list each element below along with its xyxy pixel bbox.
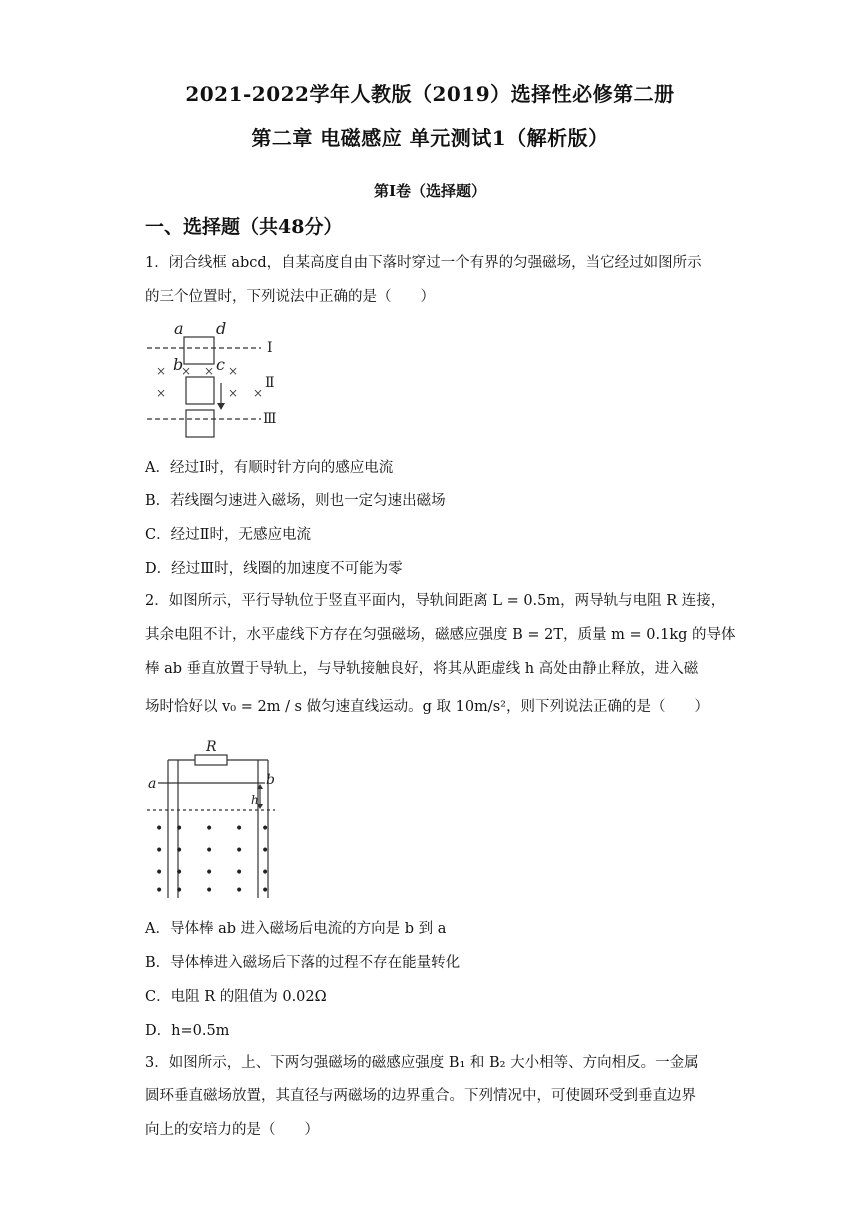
q2-figure-rails	[143, 738, 283, 900]
field-cross: ×	[181, 364, 192, 378]
field-dot: •	[175, 865, 184, 881]
field-dot: •	[155, 843, 164, 859]
field-dot: •	[175, 883, 184, 899]
field-dot: •	[205, 843, 214, 859]
q2-text-line2: 其余电阻不计，水平虚线下方存在匀强磁场，磁感应强度 B = 2T，质量 m = 0.1kg 的导体	[145, 627, 736, 643]
field-cross: ×	[156, 386, 167, 400]
field-dot: •	[235, 883, 244, 899]
q3-text-line1: 3．如图所示，上、下两匀强磁场的磁感应强度 B₁ 和 B₂ 大小相等、方向相反。一金属	[145, 1055, 699, 1071]
page-title-line1: 2021-2022学年人教版（2019）选择性必修第二册	[185, 82, 675, 106]
label-b: b	[266, 772, 275, 788]
q3-text-line3: 向上的安培力的是（ ）	[145, 1122, 319, 1138]
region-label-3: Ⅲ	[263, 411, 277, 427]
field-dot: •	[155, 883, 164, 899]
field-cross: ×	[228, 364, 239, 378]
q1-option-c: C．经过Ⅱ时，无感应电流	[145, 527, 311, 543]
field-dot: •	[205, 883, 214, 899]
field-dot: •	[261, 865, 270, 881]
field-cross: ×	[204, 364, 215, 378]
q1-option-d: D．经过Ⅲ时，线圈的加速度不可能为零	[145, 561, 403, 577]
region-label-1: Ⅰ	[267, 340, 273, 356]
q1-option-b: B．若线圈匀速进入磁场，则也一定匀速出磁场	[145, 493, 446, 509]
q2-option-a: A．导体棒 ab 进入磁场后电流的方向是 b 到 a	[145, 921, 447, 937]
section-heading: 一、选择题（共48分）	[145, 216, 343, 238]
q2-text-line4: 场时恰好以 v₀ = 2m / s 做匀速直线运动。g 取 10m/s²，则下列说法正确的是（ ）	[145, 699, 709, 715]
label-c: c	[216, 355, 225, 374]
field-dot: •	[261, 843, 270, 859]
label-d: d	[216, 319, 227, 338]
field-dot: •	[205, 865, 214, 881]
q2-option-d: D．h=0.5m	[145, 1023, 230, 1039]
q2-option-c: C．电阻 R 的阻值为 0.02Ω	[145, 989, 327, 1005]
field-dot: •	[155, 821, 164, 837]
q1-figure-magnetic-field	[143, 318, 283, 443]
field-dot: •	[175, 821, 184, 837]
page-title-line2: 第二章 电磁感应 单元测试1（解析版）	[251, 126, 609, 150]
q2-text-line1: 2．如图所示，平行导轨位于竖直平面内，导轨间距离 L = 0.5m，两导轨与电阻 R 连接，	[145, 593, 726, 609]
field-dot: •	[261, 821, 270, 837]
label-b: b	[173, 355, 184, 374]
field-dot: •	[235, 843, 244, 859]
field-dot: •	[155, 865, 164, 881]
q1-text-line2: 的三个位置时，下列说法中正确的是（ ）	[145, 289, 435, 305]
label-a: a	[148, 776, 157, 792]
label-R: R	[206, 739, 217, 755]
q2-option-b: B．导体棒进入磁场后下落的过程不存在能量转化	[145, 955, 461, 971]
volume-heading: 第Ⅰ卷（选择题）	[373, 182, 487, 200]
field-dot: •	[175, 843, 184, 859]
q3-text-line2: 圆环垂直磁场放置，其直径与两磁场的边界重合。下列情况中，可使圆环受到垂直边界	[145, 1088, 696, 1104]
label-a: a	[174, 319, 184, 338]
field-cross: ×	[228, 386, 239, 400]
field-cross: ×	[156, 364, 167, 378]
region-label-2: Ⅱ	[265, 375, 275, 391]
field-dot: •	[261, 883, 270, 899]
q1-option-a: A．经过Ⅰ时，有顺时针方向的感应电流	[145, 460, 394, 476]
label-h: h	[251, 793, 259, 807]
q1-text-line1: 1．闭合线框 abcd，自某高度自由下落时穿过一个有界的匀强磁场，当它经过如图所示	[145, 255, 702, 271]
q2-text-line3: 棒 ab 垂直放置于导轨上，与导轨接触良好，将其从距虚线 h 高处由静止释放，进入磁	[145, 661, 699, 677]
q2-field-dots	[155, 821, 269, 899]
field-cross: ×	[253, 386, 264, 400]
field-dot: •	[205, 821, 214, 837]
field-dot: •	[235, 865, 244, 881]
field-dot: •	[235, 821, 244, 837]
